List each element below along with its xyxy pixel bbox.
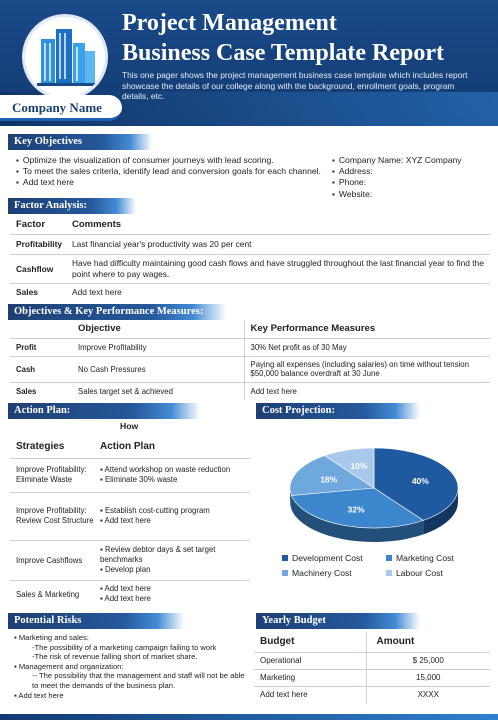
kpm-objective: Sales target set & achieved	[66, 382, 244, 400]
table-header-row	[10, 216, 490, 234]
kpm-label: Profit	[16, 342, 37, 352]
list-item: ▪ To meet the sales criteria, identify lead and conversion goals for each channel.	[16, 166, 326, 177]
section-header-cost-projection: Cost Projection:	[256, 403, 420, 419]
kpm-table	[10, 320, 490, 400]
column-header-strategies: Strategies	[16, 441, 65, 453]
budget-label: Marketing	[254, 669, 366, 686]
list-item: ▪ Add text here	[14, 690, 64, 700]
how-label: How	[120, 421, 139, 431]
section-header-potential-risks: Potential Risks	[8, 613, 184, 629]
pie-data-label: 40%	[411, 475, 429, 486]
action-items	[94, 580, 250, 608]
kpm-label: Cash	[16, 364, 36, 374]
legend-swatch	[386, 555, 392, 561]
action-items	[94, 540, 250, 580]
legend-swatch	[282, 555, 288, 561]
kpm-objective: No Cash Pressures	[66, 356, 244, 382]
list-item: ▪ Add text here	[100, 584, 151, 594]
factor-label: Cashflow	[16, 263, 54, 274]
kpm-measure: Add text here	[250, 386, 297, 396]
title-line-2: Business Case Template Report	[122, 40, 445, 66]
budget-amount: 15,000	[416, 673, 441, 682]
factor-comment: Last financial year's productivity was 20 per cent	[72, 239, 252, 249]
legend-item	[282, 568, 386, 578]
list-item: ▪ Address:	[332, 166, 492, 177]
column-header-kpm: Key Performance Measures	[250, 323, 376, 335]
factor-comment: Add text here	[72, 287, 122, 298]
pie-data-label: 32%	[347, 504, 365, 515]
legend-item	[386, 568, 482, 578]
factor-label: Sales	[16, 287, 38, 298]
table-row	[10, 540, 250, 580]
budget-label: Add text here	[254, 686, 366, 703]
legend-item	[282, 553, 386, 563]
factor-label: Profitability	[16, 239, 63, 249]
table-row	[10, 580, 250, 608]
list-item: ▪ Add text here	[16, 177, 326, 188]
legend-swatch	[386, 570, 392, 576]
column-header-amount: Amount	[376, 636, 415, 648]
factor-comment: Have had difficulty maintaining good cash flows and have struggled throughout the last financial year to find the point where to pay wages.	[72, 258, 484, 279]
action-plan-table	[10, 436, 250, 608]
section-header-action-plan: Action Plan:	[8, 403, 200, 419]
pie-data-label: 18%	[320, 474, 338, 485]
header-description: This one pager shows the project management business case template which includes report showcase the details of our college along with the background, enrollment goals, program details, etc.	[122, 70, 468, 101]
column-header-action-plan: Action Plan	[100, 441, 156, 453]
section-header-factor-analysis: Factor Analysis:	[8, 198, 136, 214]
budget-amount: $ 25,000	[412, 656, 444, 665]
action-items	[94, 458, 250, 492]
table-row	[254, 669, 490, 686]
kpm-measure: Paying all expenses (including salaries) on time without tension $50,000 balance overdraft at 30 June	[250, 359, 469, 378]
table-row	[10, 458, 250, 492]
key-objectives-list	[16, 155, 326, 189]
strategy: Sales & Marketing	[16, 589, 80, 599]
pie-data-label: 10%	[350, 460, 368, 471]
list-item: ▪ Website:	[332, 189, 492, 200]
list-item: ▪ Add text here	[100, 516, 151, 525]
list-item: ▪ Company Name: XYZ Company	[332, 155, 492, 166]
list-item: ▪ Establish cost-cutting program	[100, 506, 210, 515]
risks-list	[14, 633, 250, 700]
table-row	[10, 338, 490, 356]
column-header-factor: Factor	[16, 219, 46, 231]
legend-item	[386, 553, 482, 563]
list-subitem: -The possibility of a marketing campaign failing to work	[32, 642, 217, 652]
legend-label: Machinery Cost	[292, 568, 352, 578]
action-items	[94, 492, 250, 540]
legend-label: Labour Cost	[396, 568, 443, 578]
legend-swatch	[282, 570, 288, 576]
list-item: ▪ Develop plan	[100, 565, 151, 574]
page-title	[122, 8, 444, 68]
column-header-budget: Budget	[254, 632, 366, 652]
list-item: ▪ Add text here	[100, 594, 151, 604]
column-header-objective: Objective	[66, 320, 244, 338]
list-subitem: -The risk of revenue falling short of market share.	[32, 652, 198, 662]
kpm-objective: Improve Profitability	[66, 338, 244, 356]
table-row	[10, 356, 490, 382]
list-item: ▪ Attend workshop on waste reduction	[100, 465, 231, 474]
list-item: ▪ Review debtor days & set target benchmarks	[100, 545, 216, 564]
list-item: ▪ Eliminate 30% waste	[100, 475, 178, 484]
list-item: ▪ Phone:	[332, 177, 492, 188]
legend-label: Marketing Cost	[396, 553, 454, 563]
strategy: Improve Cashflows	[16, 555, 83, 565]
kpm-label: Sales	[16, 386, 37, 396]
legend-label: Development Cost	[292, 553, 363, 563]
strategy: Improve Profitability: Eliminate Waste	[16, 465, 87, 484]
company-info-list	[332, 155, 492, 200]
table-header-row	[254, 632, 490, 652]
column-header-comments: Comments	[72, 219, 122, 231]
table-row	[10, 492, 250, 540]
yearly-budget-table	[254, 632, 490, 703]
section-header-yearly-budget: Yearly Budget	[256, 613, 420, 629]
list-item: ▪ Marketing and sales:	[14, 633, 89, 642]
footer-bar	[0, 714, 498, 720]
section-header-key-objectives: Key Objectives	[8, 134, 152, 150]
company-name-tab	[0, 95, 122, 121]
budget-label: Operational	[254, 652, 366, 669]
table-header-row	[10, 436, 250, 458]
title-line-1: Project Management	[122, 10, 337, 36]
strategy: Improve Profitability: Review Cost Structure	[16, 506, 94, 525]
factor-analysis-table	[10, 216, 490, 301]
table-header-row	[10, 320, 490, 338]
company-name: Company Name	[12, 100, 102, 115]
list-item: ▪ Management and organization:	[14, 661, 124, 671]
table-row	[10, 283, 490, 301]
chart-legend	[282, 553, 482, 578]
section-header-kpm: Objectives & Key Performance Measures:	[8, 304, 226, 320]
table-row	[254, 686, 490, 703]
table-row	[10, 234, 490, 254]
kpm-measure: 30% Net profit as of 30 May	[250, 342, 347, 352]
table-row	[10, 382, 490, 400]
budget-amount: XXXX	[417, 690, 439, 700]
table-row	[10, 254, 490, 283]
table-row	[254, 652, 490, 669]
list-subitem: -- The possibility that the management and staff will not be able to meet the demands of the business plan.	[32, 671, 245, 690]
list-item: ▪ Optimize the visualization of consumer journeys with lead scoring.	[16, 155, 326, 166]
buildings-logo-icon	[22, 14, 108, 100]
